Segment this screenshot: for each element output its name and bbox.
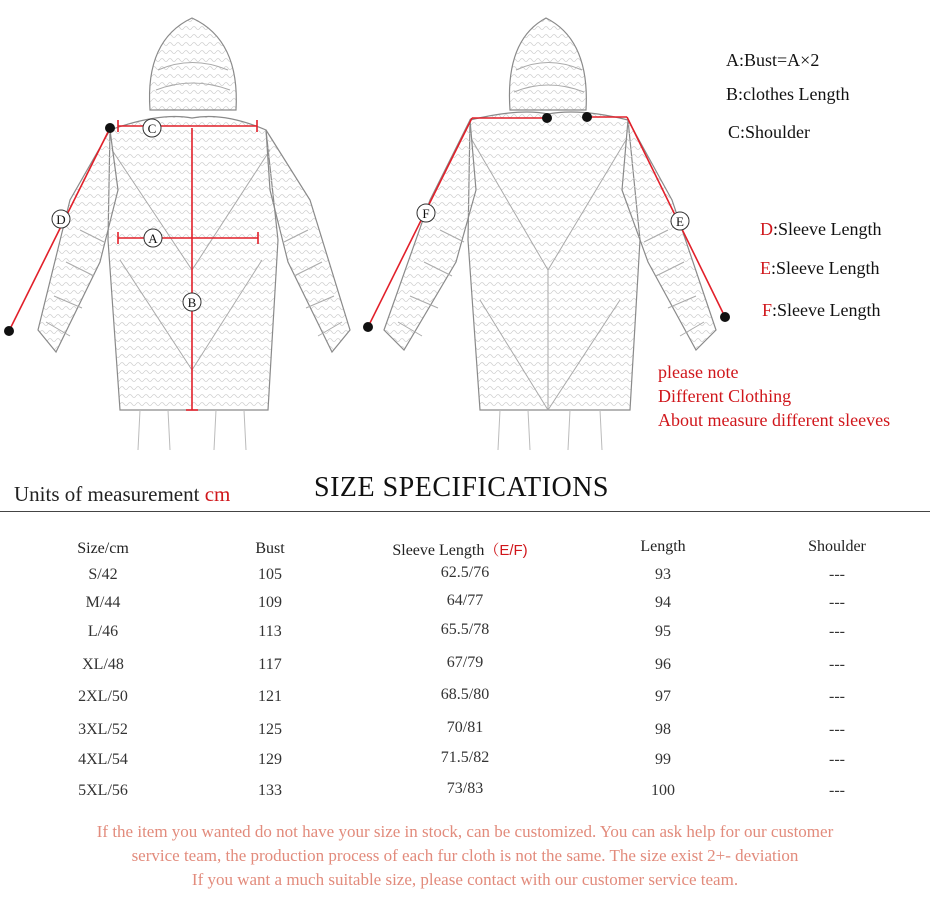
cell-length: 95: [655, 623, 671, 640]
cell-sleeve: 64/77: [446, 592, 484, 609]
cell-shoulder: ---: [829, 594, 845, 611]
cell-size: 2XL/50: [78, 688, 128, 705]
cell-bust: 129: [258, 751, 282, 768]
marker-dot: [582, 112, 592, 122]
cell-shoulder: ---: [829, 751, 845, 768]
cell-sleeve: 65.5/78: [440, 621, 490, 638]
marker-dot: [4, 326, 14, 336]
legend-e-key: E: [760, 258, 771, 278]
footer-line-2: service team, the production process of each fur cloth is not the same. The size exist 2+- deviation: [131, 846, 799, 865]
cell-sleeve: 68.5/80: [440, 686, 490, 703]
cell-length: 98: [655, 721, 671, 738]
footer-line-1: If the item you wanted do not have your size in stock, can be customized. You can ask help for our customer: [96, 822, 834, 841]
svg-text:E: E: [676, 214, 684, 229]
note-line-3: About measure different sleeves: [658, 410, 891, 430]
page-title: SIZE SPECIFICATIONS: [314, 472, 609, 503]
footer-line-3: If you want a much suitable size, please contact with our customer service team.: [191, 870, 739, 889]
svg-text:C: C: [147, 121, 157, 136]
marker-e: [671, 212, 689, 230]
header-sleeve-label: Sleeve Length: [392, 542, 485, 559]
cell-size: M/44: [85, 594, 121, 611]
cell-bust: 113: [258, 623, 282, 640]
marker-dot: [720, 312, 730, 322]
cell-sleeve: 73/83: [446, 780, 484, 797]
cell-length: 93: [655, 566, 671, 583]
cell-bust: 117: [258, 656, 282, 673]
note-line-2: Different Clothing: [658, 386, 792, 406]
cell-length: 97: [655, 688, 671, 705]
marker-dot: [542, 113, 552, 123]
cell-shoulder: ---: [829, 623, 845, 640]
cell-bust: 109: [258, 594, 282, 611]
marker-c: [143, 119, 161, 137]
cell-bust: 105: [258, 566, 282, 583]
cell-size: XL/48: [82, 656, 124, 673]
note-line-1: please note: [658, 362, 739, 382]
marker-dot: [363, 322, 373, 332]
legend-e: [760, 258, 879, 279]
header-size: Size/cm: [77, 540, 129, 557]
cell-sleeve: 62.5/76: [440, 564, 490, 581]
cell-size: S/42: [88, 566, 118, 583]
cell-length: 100: [651, 782, 675, 799]
legend-f: [762, 300, 880, 321]
svg-text:F: F: [422, 206, 430, 221]
cell-bust: 125: [258, 721, 282, 738]
cell-sleeve: 70/81: [446, 719, 484, 736]
legend-d: [760, 219, 881, 240]
cell-shoulder: ---: [829, 656, 845, 673]
legend-f-key: F: [762, 300, 773, 320]
units-label: Units of measurement: [14, 482, 200, 506]
divider: [0, 511, 930, 512]
cell-shoulder: ---: [829, 688, 845, 705]
header-length: Length: [640, 538, 686, 555]
front-coat-sketch: [38, 18, 350, 450]
units-value: cm: [204, 482, 231, 506]
cell-size: 4XL/54: [78, 751, 128, 768]
legend-a: A:Bust=A×2: [726, 50, 820, 70]
cell-length: 94: [655, 594, 671, 611]
cell-size: L/46: [87, 623, 119, 640]
cell-size: 3XL/52: [78, 721, 128, 738]
cell-shoulder: ---: [829, 566, 845, 583]
legend-b: B:clothes Length: [726, 84, 850, 104]
cell-shoulder: ---: [829, 721, 845, 738]
cell-length: 96: [655, 656, 671, 673]
legend-c: C:Shoulder: [728, 122, 811, 142]
header-sleeve-suffix: （E/F): [484, 542, 528, 559]
marker-a: [144, 229, 162, 247]
svg-text:A: A: [148, 231, 158, 246]
marker-d: [52, 210, 70, 228]
header-shoulder: Shoulder: [808, 538, 866, 555]
cell-sleeve: 67/79: [446, 654, 484, 671]
legend-f-text: :Sleeve Length: [772, 300, 881, 320]
header-bust: Bust: [255, 540, 285, 557]
cell-bust: 121: [258, 688, 282, 705]
cell-shoulder: ---: [829, 782, 845, 799]
marker-f: [417, 204, 435, 222]
header-sleeve: [392, 539, 527, 560]
cell-size: 5XL/56: [78, 782, 128, 799]
svg-text:B: B: [187, 295, 197, 310]
cell-bust: 133: [258, 782, 282, 799]
marker-b: [183, 293, 201, 311]
svg-text:D: D: [56, 212, 66, 227]
cell-length: 99: [655, 751, 671, 768]
legend-d-key: D: [760, 219, 773, 239]
units-of-measurement: [14, 482, 230, 507]
cell-sleeve: 71.5/82: [440, 749, 490, 766]
legend-d-text: :Sleeve Length: [773, 219, 882, 239]
marker-dot: [105, 123, 115, 133]
legend-e-text: :Sleeve Length: [771, 258, 880, 278]
